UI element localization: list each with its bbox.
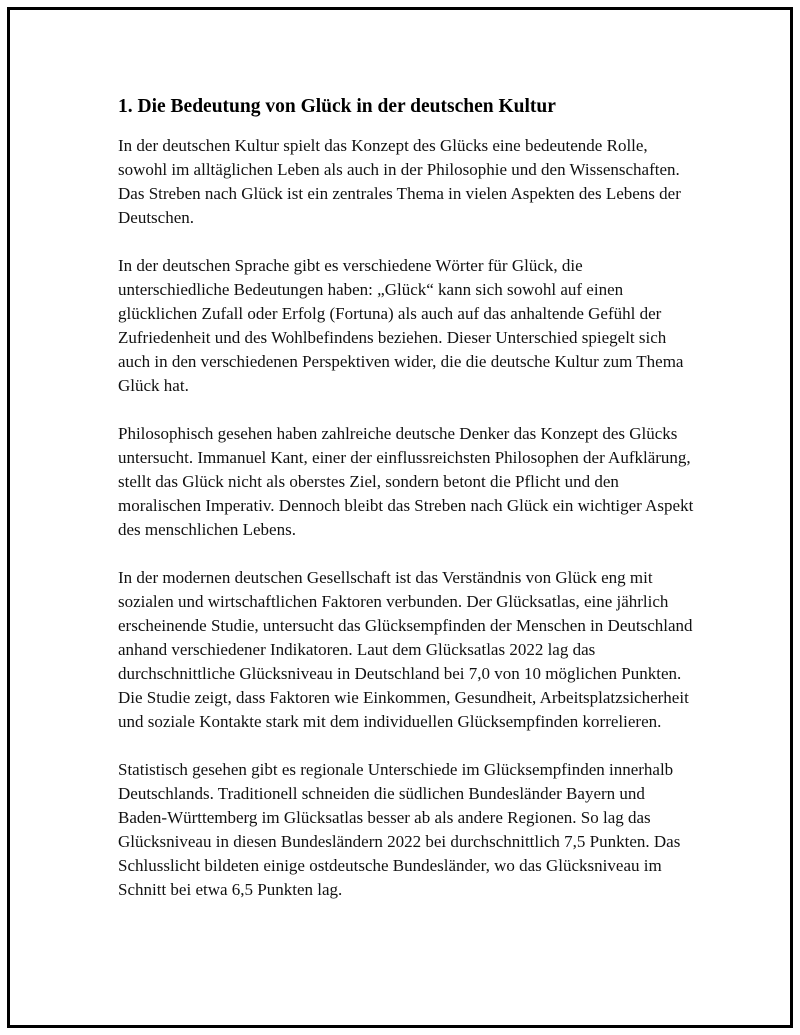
paragraph-regional-statistics: Statistisch gesehen gibt es regionale Unterschiede im Glücksempfinden innerhalb Deutschlands. Traditionell schneiden die südlichen Bundesländer Bayern und Baden-Württemberg im Glücksatlas besser ab als andere Regionen. So lag das Glücksniveau in diesen Bundesländern 2022 bei durchschnittlich 7,5 Punkten. Das Schlusslicht bildeten einige ostdeutsche Bundesländer, wo das Glücksniveau im Schnitt bei etwa 6,5 Punkten lag. [118,760,681,899]
paragraph-modern-society: In der modernen deutschen Gesellschaft ist das Verständnis von Glück eng mit sozialen und wirtschaftlichen Faktoren verbunden. Der Glücksatlas, eine jährlich erscheinende Studie, untersucht das Glücksempfinden der Menschen in Deutschland anhand verschiedener Indikatoren. Laut dem Glücksatlas 2022 lag das durchschnittliche Glücksniveau in Deutschland bei 7,0 von 10 möglichen Punkten. Die Studie zeigt, dass Faktoren wie Einkommen, Gesundheit, Arbeitsplatzsicherheit und soziale Kontakte stark mit dem individuellen Glücksempfinden korrelieren. [118,568,693,731]
document-body [118,94,698,926]
paragraph-intro: In der deutschen Kultur spielt das Konzept des Glücks eine bedeutende Rolle, sowohl im alltäglichen Leben als auch in der Philosophie und den Wissenschaften. Das Streben nach Glück ist ein zentrales Thema in vielen Aspekten des Lebens der Deutschen. [118,136,681,227]
paragraph-philosophy: Philosophisch gesehen haben zahlreiche deutsche Denker das Konzept des Glücks untersucht. Immanuel Kant, einer der einflussreichsten Philosophen der Aufklärung, stellt das Glück nicht als oberstes Ziel, sondern betont die Pflicht und den moralischen Imperativ. Dennoch bleibt das Streben nach Glück ein wichtiger Aspekt des menschlichen Lebens. [118,424,694,539]
section-heading: 1. Die Bedeutung von Glück in der deutschen Kultur [118,96,556,117]
paragraph-language: In der deutschen Sprache gibt es verschiedene Wörter für Glück, die unterschiedliche Bedeutungen haben: „Glück“ kann sich sowohl auf einen glücklichen Zufall oder Erfolg (Fortuna) als auch auf das anhaltende Gefühl der Zufriedenheit und des Wohlbefindens beziehen. Dieser Unterschied spiegelt sich auch in den verschiedenen Perspektiven wider, die die deutsche Kultur zum Thema Glück hat. [118,256,684,395]
